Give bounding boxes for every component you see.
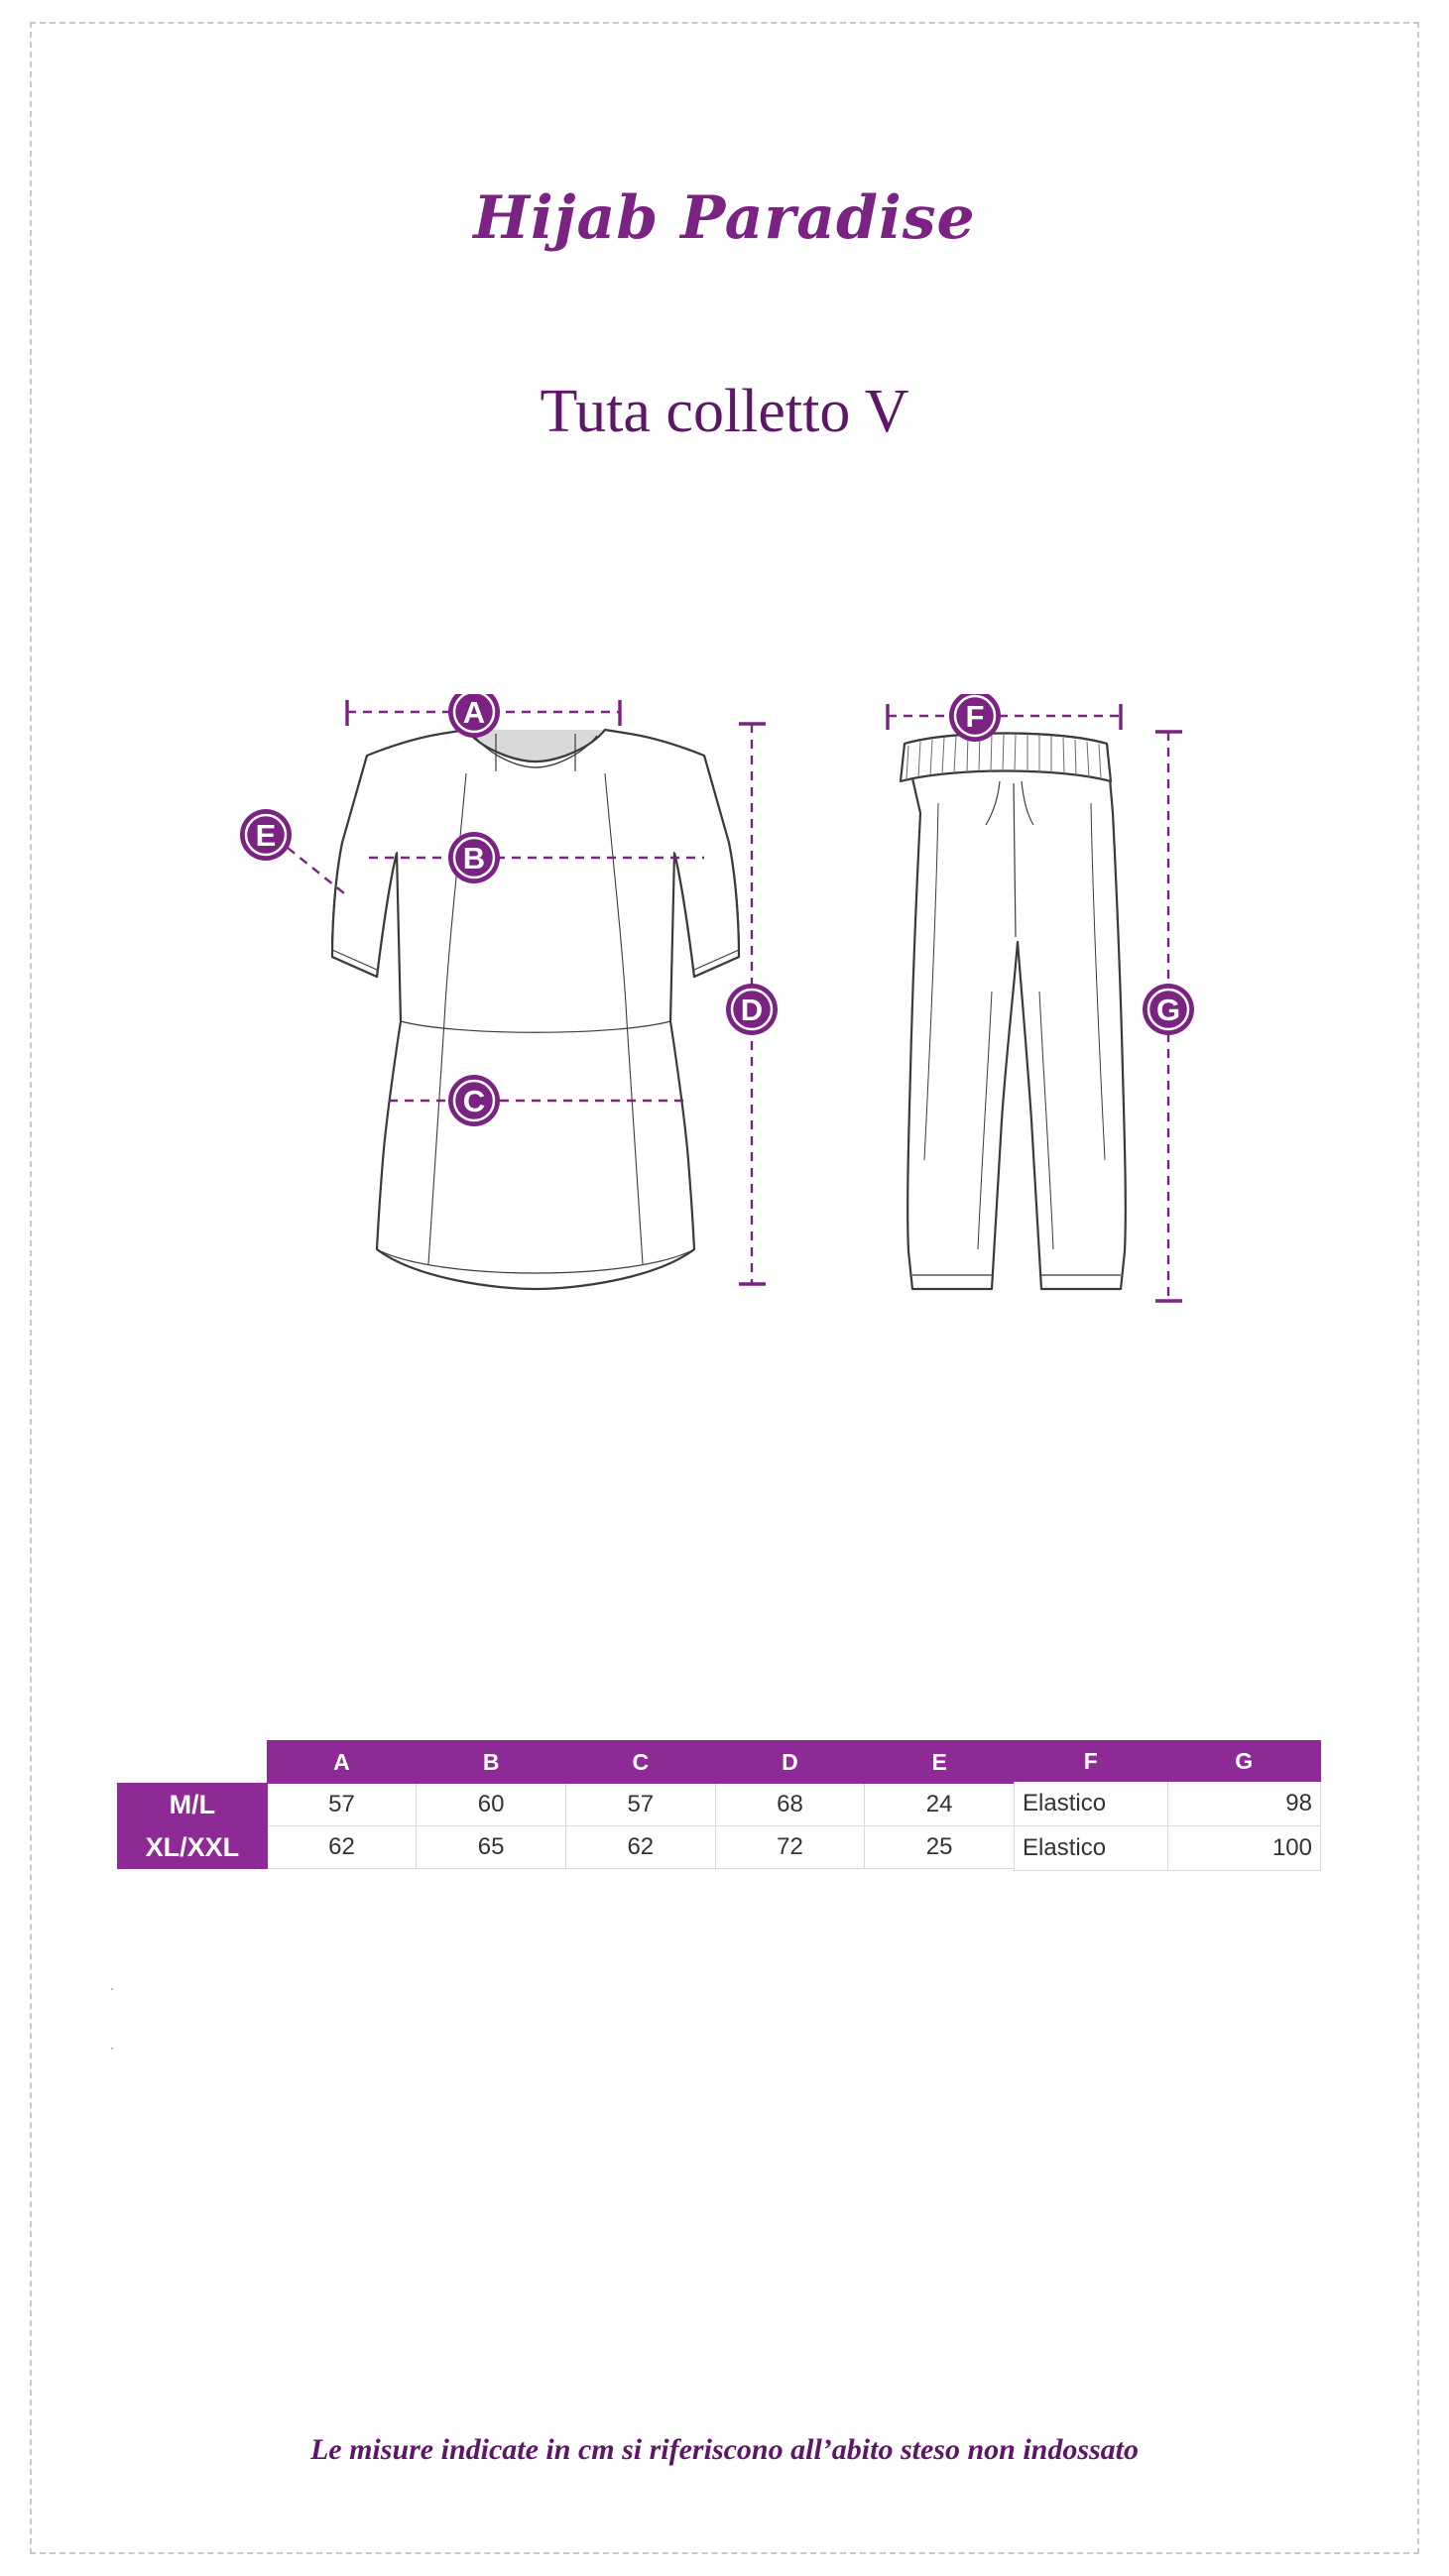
table-header-e: E <box>865 1741 1015 1784</box>
table-header-c: C <box>565 1741 715 1784</box>
cell-ml-e: 24 <box>865 1784 1015 1826</box>
pants-size-table <box>1014 1740 1321 1871</box>
page-title: Tuta colletto V <box>540 378 909 445</box>
cell-xlxxl-d: 72 <box>715 1826 865 1869</box>
cell-xlxxl-b: 65 <box>417 1826 566 1869</box>
table-header-d: D <box>715 1741 865 1784</box>
table-header-row <box>118 1741 1015 1784</box>
cell-xlxxl-g: 100 <box>1167 1826 1321 1871</box>
pants-header-g: G <box>1167 1741 1321 1782</box>
technical-drawing <box>0 694 1449 1448</box>
marker-c-label: C <box>462 1084 486 1118</box>
table-row <box>118 1826 1015 1869</box>
pants-table-wrapper <box>1014 1740 1331 1871</box>
cell-xlxxl-c: 62 <box>565 1826 715 1869</box>
table-header-blank <box>118 1741 268 1784</box>
pants-header-f: F <box>1015 1741 1168 1782</box>
table-header-a: A <box>267 1741 417 1784</box>
pants-table-header-row <box>1015 1741 1321 1782</box>
table-header-b: B <box>417 1741 566 1784</box>
table-row <box>1015 1782 1321 1826</box>
brand-title: Hijab Paradise <box>473 183 976 253</box>
table-row <box>1015 1826 1321 1871</box>
cell-ml-f: Elastico <box>1015 1782 1168 1826</box>
marker-e-label: E <box>255 818 277 853</box>
cell-xlxxl-f: Elastico <box>1015 1826 1168 1871</box>
size-table <box>117 1740 1015 1869</box>
marker-d-label: D <box>740 993 764 1027</box>
cell-ml-b: 60 <box>417 1784 566 1826</box>
table-row <box>118 1784 1015 1826</box>
marker-f-label: F <box>965 699 985 734</box>
cell-ml-d: 68 <box>715 1784 865 1826</box>
size-label-xlxxl: XL/XXL <box>118 1826 268 1869</box>
cell-xlxxl-e: 25 <box>865 1826 1015 1869</box>
cell-ml-c: 57 <box>565 1784 715 1826</box>
marker-g-label: G <box>1155 993 1181 1027</box>
marker-a-label: A <box>462 695 486 730</box>
footnote: Le misure indicate in cm si riferiscono all’abito steso non indossato <box>309 2433 1140 2466</box>
size-label-ml: M/L <box>118 1784 268 1826</box>
marker-b-label: B <box>462 841 486 876</box>
cell-xlxxl-a: 62 <box>267 1826 417 1869</box>
cell-ml-a: 57 <box>267 1784 417 1826</box>
decorative-marks: · · <box>109 1978 115 2057</box>
cell-ml-g: 98 <box>1167 1782 1321 1826</box>
